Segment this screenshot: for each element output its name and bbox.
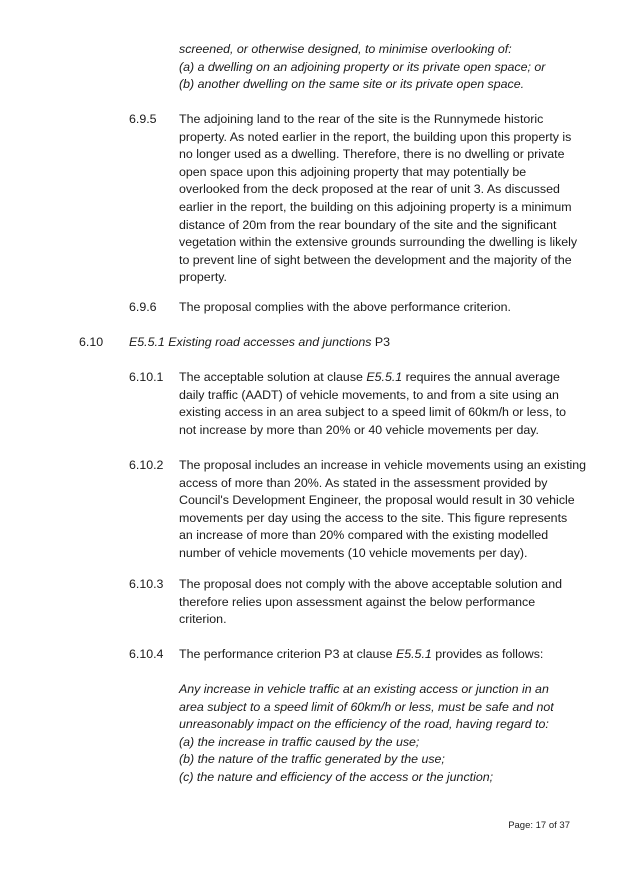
- paragraph-line: [179, 369, 566, 387]
- paragraph-6-9-5: [179, 111, 577, 287]
- paragraph-line: distance of 20m from the rear boundary of the site and the significant: [179, 217, 557, 232]
- paragraph-number: 6.10.4: [129, 647, 164, 661]
- paragraph-6-10-1: [179, 369, 566, 439]
- paragraph-line: an increase of more than 20% compared with the existing modelled: [179, 528, 549, 543]
- section-heading-suffix: P3: [371, 335, 391, 349]
- paragraph-6-9-6: The proposal complies with the above performance criterion.: [179, 300, 511, 314]
- paragraph-number: 6.10.1: [129, 370, 164, 384]
- text-run: provides as follows:: [431, 647, 544, 661]
- paragraph-line: The proposal does not comply with the above acceptable solution and: [179, 577, 562, 591]
- quote-continuation: [179, 41, 545, 94]
- paragraph-line: earlier in the report, the building on this adjoining property is a minimum: [179, 199, 572, 214]
- paragraph-line: criterion.: [179, 612, 227, 627]
- quote-line: (b) another dwelling on the same site or its private open space.: [179, 77, 525, 92]
- paragraph-line: Council's Development Engineer, the proposal would result in 30 vehicle: [179, 493, 575, 508]
- quote-line: Any increase in vehicle traffic at an existing access or junction in an: [179, 682, 549, 696]
- page-number: Page: 17 of 37: [508, 820, 570, 831]
- paragraph-line: property.: [179, 270, 227, 285]
- quote-line: (b) the nature of the traffic generated by the use;: [179, 752, 445, 767]
- paragraph-line: The adjoining land to the rear of the site is the Runnymede historic: [179, 112, 544, 126]
- paragraph-line: overlooked from the deck proposed at the rear of unit 3. As discussed: [179, 182, 560, 197]
- paragraph-6-10-3: [179, 576, 562, 629]
- clause-ref: E5.5.1: [395, 647, 432, 661]
- quote-line: unreasonably impact on the efficiency of the road, having regard to:: [179, 717, 549, 732]
- paragraph-number: 6.10.3: [129, 577, 164, 591]
- paragraph-6-10-2: [179, 457, 586, 563]
- paragraph-line: The proposal includes an increase in vehicle movements using an existing: [179, 458, 587, 472]
- paragraph-line: daily traffic (AADT) of vehicle movements, to and from a site using an: [179, 387, 559, 402]
- paragraph-line: property. As noted earlier in the report, the building upon this property is: [179, 129, 572, 144]
- text-run: The acceptable solution at clause: [179, 370, 367, 384]
- text-run: requires the annual average: [402, 370, 560, 384]
- paragraph-line: vegetation within the extensive grounds surrounding the dwelling is likely: [179, 235, 578, 250]
- section-heading: [129, 334, 390, 352]
- paragraph-number: 6.9.6: [129, 300, 157, 314]
- quote-line: (a) the increase in traffic caused by the use;: [179, 734, 420, 749]
- paragraph-6-10-4: [179, 646, 543, 664]
- quote-line: screened, or otherwise designed, to minimise overlooking of:: [179, 42, 512, 56]
- paragraph-number: 6.9.5: [129, 112, 157, 126]
- quote-line: (a) a dwelling on an adjoining property or its private open space; or: [179, 59, 546, 74]
- section-heading-ref: E5.5.1 Existing road accesses and junctions: [129, 335, 372, 349]
- paragraph-line: not increase by more than 20% or 40 vehicle movements per day.: [179, 422, 539, 437]
- paragraph-number: 6.10.2: [129, 458, 164, 472]
- paragraph-line: existing access in an area subject to a speed limit of 60km/h or less, to: [179, 405, 567, 420]
- paragraph-line: movements per day using the access to the site. This figure represents: [179, 510, 568, 525]
- quote-line: (c) the nature and efficiency of the access or the junction;: [179, 769, 494, 784]
- text-run: The performance criterion P3 at clause: [179, 647, 396, 661]
- section-number: 6.10: [79, 335, 104, 349]
- paragraph-line: open space upon this adjoining property that may potentially be: [179, 164, 527, 179]
- clause-ref: E5.5.1: [366, 370, 403, 384]
- paragraph-line: therefore relies upon assessment against the below performance: [179, 594, 536, 609]
- paragraph-line: to prevent line of sight between the development and the majority of the: [179, 252, 572, 267]
- paragraph-line: no longer used as a dwelling. Therefore, there is no dwelling or private: [179, 147, 565, 162]
- quote-line: area subject to a speed limit of 60km/h or less, must be safe and not: [179, 699, 554, 714]
- performance-criterion-quote: [179, 681, 554, 787]
- paragraph-line: number of vehicle movements (10 vehicle movements per day).: [179, 545, 528, 560]
- paragraph-line: access of more than 20%. As stated in the assessment provided by: [179, 475, 548, 490]
